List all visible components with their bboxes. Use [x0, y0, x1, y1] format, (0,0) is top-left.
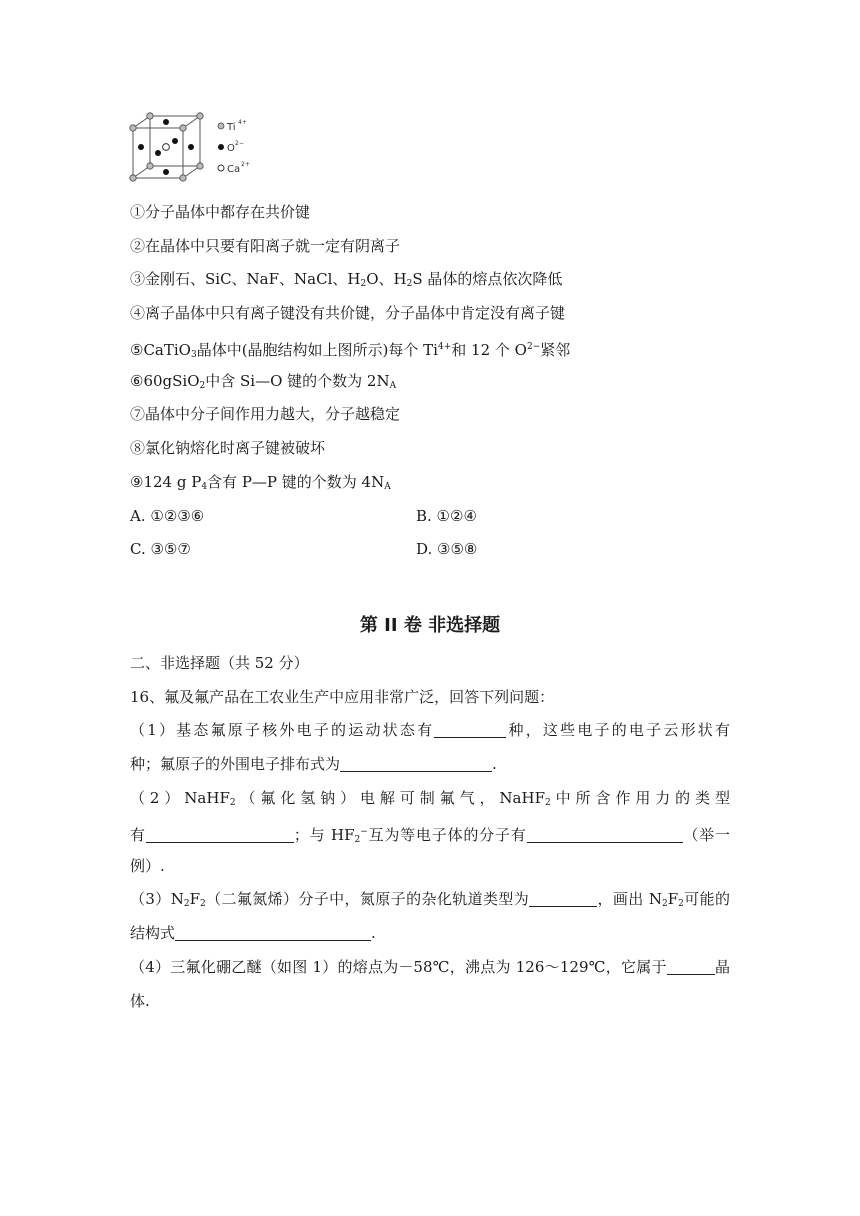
q16-part2-line3: 例）. [130, 857, 165, 875]
statement-2: ②在晶体中只要有阳离子就一定有阴离子 [130, 237, 401, 255]
legend-ti-charge: 4+ [238, 119, 247, 126]
option-b: B. ①②④ [416, 507, 477, 525]
answer-blank[interactable] [146, 826, 294, 843]
q16-part2-line1: （2）NaHF$_2$（氟化氢钠）电解可制氟气，NaHF$_2$中所含作用力的类型 [130, 789, 730, 808]
section-title: 第 II 卷 非选择题 [359, 615, 501, 636]
answer-blank[interactable] [175, 924, 371, 941]
q16-part1-line2: 种；氟原子的外围电子排布式为 . [130, 755, 497, 773]
q16-intro: 16、氟及氟产品在工农业生产中应用非常广泛，回答下列问题： [130, 688, 555, 706]
legend-ca-charge: 2+ [241, 161, 250, 168]
answer-blank[interactable] [527, 826, 683, 843]
q16-part2-line2: 有 ；与 $HF_2^-$互为等电子体的分子有 （举一 [130, 826, 730, 845]
q16-part3-line1: $(3)N_2F_2$（二氟氮烯）分子中，氮原子的杂化轨道类型为 ，画出 $N_2F_2$可能的 [130, 890, 730, 909]
legend-ti: Ti [227, 122, 236, 133]
option-c: C. ③⑤⑦ [130, 540, 191, 558]
answer-blank[interactable] [340, 755, 492, 772]
answer-blank[interactable] [667, 958, 715, 975]
statement-8: ⑧氯化钠熔化时离子键被破坏 [130, 439, 326, 457]
section-heading: 二、非选择题（共 52 分） [130, 654, 309, 672]
legend-o: O [227, 143, 235, 154]
statement-3: ③金刚石、SiC、NaF、NaCl、$H_2O$、$H_2S$ 晶体的熔点依次降低 [130, 270, 563, 289]
statement-4: ④离子晶体中只有离子键没有共价键，分子晶体中肯定没有离子键 [130, 304, 566, 322]
statement-9: ⑨124 g $P_4$含有 P—P 键的个数为 $4N_A$ [130, 473, 391, 492]
statement-1: ①分子晶体中都存在共价键 [130, 203, 311, 221]
answer-blank[interactable] [529, 890, 597, 907]
q16-part3-line2: 结构式 . [130, 924, 376, 942]
q16-part1-line1: （1）基态氟原子核外电子的运动状态有 种，这些电子的电子云形状有 [130, 721, 730, 739]
answer-blank[interactable] [434, 721, 506, 738]
q16-part4-line1: （4）三氟化硼乙醚（如图 1）的熔点为－58℃，沸点为 126～129℃，它属于 晶 [130, 958, 730, 976]
option-a: A. ①②③⑥ [130, 507, 205, 525]
perovskite-unit-cell-figure [128, 112, 268, 188]
q16-part4-line2: 体. [130, 992, 150, 1010]
statement-6: ⑥60gSiO$_2$中含 Si—O 键的个数为 $2N_A$ [130, 372, 397, 391]
statement-7: ⑦晶体中分子间作用力越大，分子越稳定 [130, 405, 401, 423]
statement-5: ⑤CaTiO$_3$晶体中(晶胞结构如上图所示)每个 $Ti^{4+}$和 12 个 $O^{2-}$紧邻 [130, 341, 571, 360]
option-d: D. ③⑤⑧ [416, 540, 478, 558]
legend-o-charge: 2− [235, 140, 244, 147]
legend-ca: Ca [227, 164, 241, 175]
